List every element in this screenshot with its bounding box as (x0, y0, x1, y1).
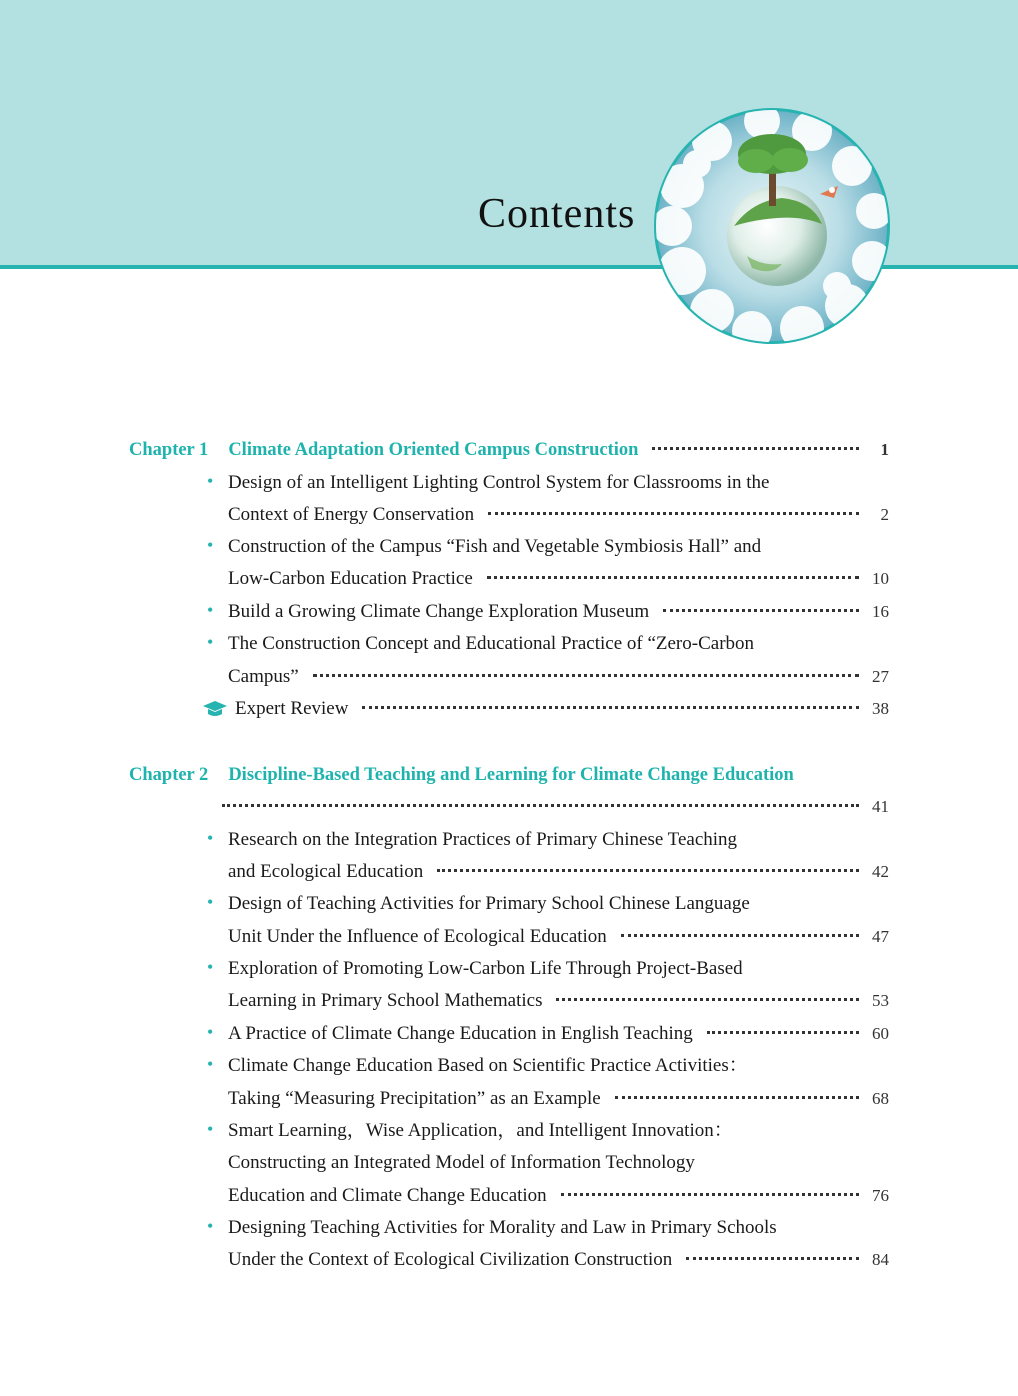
toc-entry-line[interactable] (228, 827, 737, 853)
bullet-icon: • (207, 600, 214, 620)
chapter-1-heading[interactable] (129, 437, 889, 463)
toc-entry-line[interactable] (228, 956, 743, 982)
toc-entry-line[interactable] (228, 1053, 748, 1079)
bullet-icon: • (207, 632, 214, 652)
toc-entry-line[interactable] (228, 891, 750, 917)
entry-text: Design of an Intelligent Lighting Control System for Classrooms in the (228, 472, 770, 493)
entry-text: A Practice of Climate Change Education in English Teaching (228, 1023, 693, 1044)
entry-text: The Construction Concept and Educational Practice of “Zero-Carbon (228, 633, 755, 654)
entry-text: Context of Energy Conservation (228, 504, 475, 525)
page-number: 76 (872, 1186, 889, 1205)
leader-dots (488, 512, 859, 515)
entry-text: Design of Teaching Activities for Primary School Chinese Language (228, 893, 750, 914)
page-number: 10 (872, 569, 889, 588)
bullet-icon: • (207, 957, 214, 977)
leader-dots (615, 1096, 859, 1099)
leader-dots (313, 674, 859, 677)
toc-entry-line[interactable] (228, 502, 889, 528)
entry-text: Research on the Integration Practices of Primary Chinese Teaching (228, 829, 738, 850)
toc-entry-line[interactable] (228, 631, 754, 657)
toc-entry-line[interactable] (228, 859, 889, 885)
chapter-2-heading[interactable] (129, 762, 794, 788)
leader-dots (663, 609, 859, 612)
bullet-icon: • (207, 471, 214, 491)
page-number: 2 (880, 505, 889, 524)
page-number: 16 (872, 602, 889, 621)
entry-text: Exploration of Promoting Low-Carbon Life Through Project-Based (228, 958, 743, 979)
page-title: Contents (478, 191, 636, 237)
leader-dots (222, 804, 859, 807)
toc-entry-line[interactable] (228, 1183, 889, 1209)
toc-entry-line[interactable] (228, 1150, 695, 1176)
bullet-icon: • (207, 1119, 214, 1139)
page-number: 38 (872, 699, 889, 718)
graduation-cap-icon (202, 700, 228, 718)
toc-entry-line[interactable] (228, 988, 889, 1014)
chapter-title: Climate Adaptation Oriented Campus Construction (228, 440, 639, 460)
page-number: 1 (880, 440, 889, 459)
bullet-icon: • (207, 1216, 214, 1236)
toc-entry-line[interactable] (228, 1021, 889, 1047)
bullet-icon: • (207, 1022, 214, 1042)
toc-entry-line[interactable] (228, 1247, 889, 1273)
leader-dots (707, 1031, 859, 1034)
toc-entry-line[interactable] (228, 566, 889, 592)
bullet-icon: • (207, 1054, 214, 1074)
leader-dots (437, 869, 859, 872)
toc-entry-line[interactable] (228, 1086, 889, 1112)
chapter-number: Chapter 2 (129, 765, 209, 785)
toc-entry-line[interactable] (228, 534, 761, 560)
page-number: 42 (872, 862, 889, 881)
entry-text: Unit Under the Influence of Ecological Education (228, 926, 607, 947)
page-number: 60 (872, 1024, 889, 1043)
entry-text: Low-Carbon Education Practice (228, 568, 473, 589)
entry-text: Build a Growing Climate Change Exploration Museum (228, 601, 650, 622)
entry-text: Expert Review (235, 698, 349, 719)
expert-review-line[interactable] (235, 696, 889, 722)
entry-text: Climate Change Education Based on Scientific Practice Activities： (228, 1055, 748, 1076)
leader-dots (652, 447, 859, 450)
toc-entry-line[interactable] (228, 924, 889, 950)
page-number: 27 (872, 667, 889, 686)
chapter-number: Chapter 1 (129, 440, 209, 460)
entry-text: Taking “Measuring Precipitation” as an Example (228, 1088, 601, 1109)
toc-entry-line[interactable] (228, 470, 769, 496)
page-number: 41 (872, 797, 889, 816)
toc-entry-line[interactable] (228, 599, 889, 625)
bullet-icon: • (207, 828, 214, 848)
leader-dots (686, 1257, 859, 1260)
toc-entry-line[interactable] (228, 664, 889, 690)
leader-dots (621, 934, 859, 937)
page-number: 47 (872, 927, 889, 946)
leader-dots (362, 706, 859, 709)
entry-text: Campus” (228, 666, 299, 687)
entry-text: Learning in Primary School Mathematics (228, 990, 543, 1011)
entry-text: Under the Context of Ecological Civilization Construction (228, 1249, 673, 1270)
entry-text: Constructing an Integrated Model of Information Technology (228, 1152, 695, 1173)
page-number: 53 (872, 991, 889, 1010)
page-number: 68 (872, 1089, 889, 1108)
entry-text: Designing Teaching Activities for Morality and Law in Primary Schools (228, 1217, 777, 1238)
page-number: 84 (872, 1250, 889, 1269)
bullet-icon: • (207, 892, 214, 912)
bullet-icon: • (207, 535, 214, 555)
entry-text: Construction of the Campus “Fish and Vegetable Symbiosis Hall” and (228, 536, 762, 557)
toc-entry-line[interactable] (228, 1118, 733, 1144)
entry-text: and Ecological Education (228, 861, 424, 882)
leader-dots (561, 1193, 859, 1196)
chapter-2-leader[interactable] (208, 794, 889, 820)
toc-entry-line[interactable] (228, 1215, 777, 1241)
leader-dots (487, 576, 859, 579)
entry-text: Education and Climate Change Education (228, 1185, 547, 1206)
entry-text: Smart Learning，Wise Application，and Intelligent Innovation： (228, 1120, 733, 1141)
chapter-title: Discipline-Based Teaching and Learning for Climate Change Education (228, 765, 794, 785)
leader-dots (556, 998, 859, 1001)
